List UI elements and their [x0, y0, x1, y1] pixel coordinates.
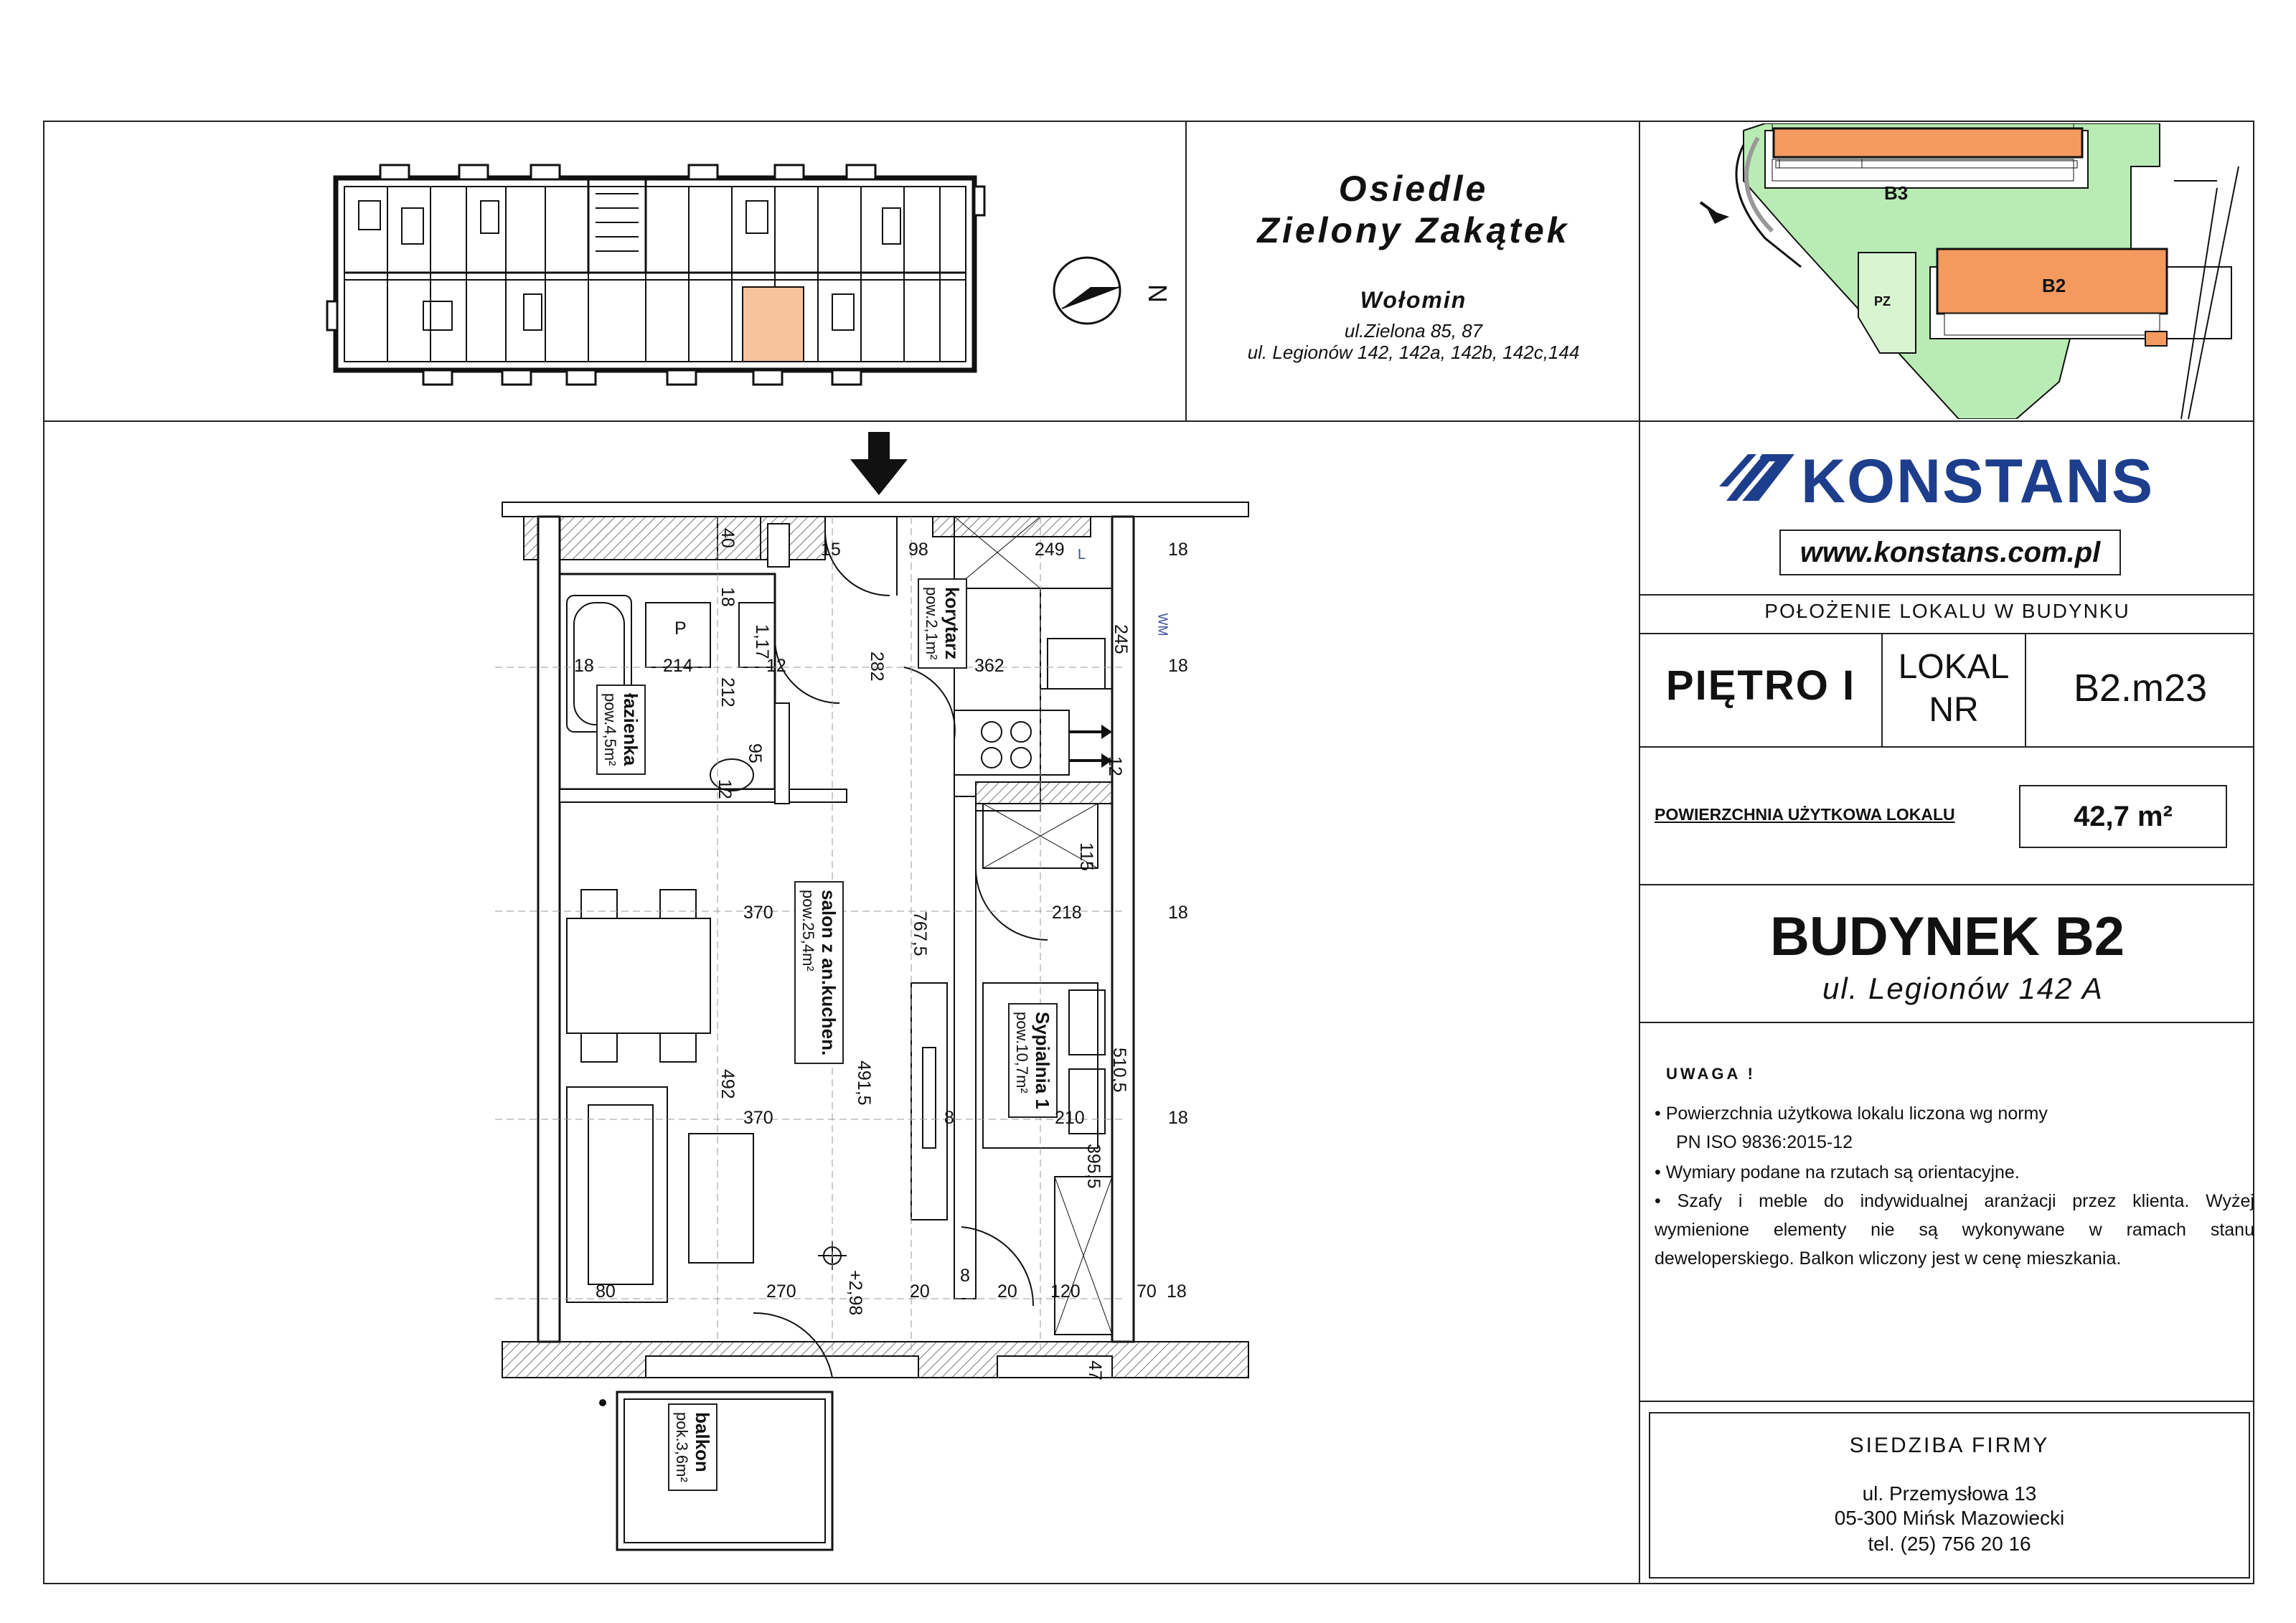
dim-115: 115: [1076, 842, 1096, 871]
usable-area-box: [2019, 785, 2227, 848]
building-name: BUDYNEK B2: [1769, 906, 2125, 967]
compass-north-label: N: [1143, 284, 1172, 303]
dim-18c: 18: [574, 656, 594, 676]
estate-address-1: ul.Zielona 85, 87: [1344, 320, 1483, 342]
unit-label-line2: NR: [1929, 691, 1979, 729]
konstans-logo-icon: [1719, 451, 1798, 508]
room-label-corridor: korytarz pow.2,1m²: [918, 578, 967, 669]
shower-label: P: [674, 618, 687, 639]
dim-20b: 20: [997, 1281, 1017, 1302]
note-bullet-3-line1: • Szafy i meble do indywidualnej aranżacji przez klienta. Wyżej: [1655, 1191, 2254, 1211]
dim-212: 212: [718, 677, 738, 707]
floor-plan: [495, 423, 1284, 1557]
divider-company-top: [1639, 1401, 2254, 1402]
note-bullet-2: • Wymiary podane na rzutach są orientacyjne.: [1655, 1162, 2020, 1182]
dim-70: 70: [1137, 1281, 1157, 1302]
room-label-balcony: balkon pok.3,6m²: [668, 1403, 718, 1491]
estate-title-line2: Zielony Zakątek: [1257, 210, 1570, 250]
header-mid-divider: [1185, 121, 1187, 420]
dim-282: 282: [867, 651, 887, 682]
dim-20a: 20: [910, 1281, 930, 1302]
unit-number: B2.m23: [2073, 667, 2208, 710]
l-label: L: [1078, 547, 1086, 563]
washer-label: WM: [1155, 613, 1170, 636]
brand-website-link[interactable]: www.konstans.com.pl: [1799, 537, 2101, 568]
site-map: [1643, 123, 2253, 419]
dim-270: 270: [766, 1281, 796, 1302]
room-label-bathroom: łazienka pow.4,5m²: [596, 685, 646, 775]
dim-18g: 18: [1167, 1281, 1187, 1302]
dim-18a: 18: [1168, 540, 1188, 560]
dim-249: 249: [1035, 540, 1065, 560]
usable-area-value: 42,7 m²: [2074, 801, 2173, 832]
unit-label-line1: LOKAL: [1898, 648, 2010, 686]
note-bullet-3-line2: wymienione elementy nie są wykonywane w ramach stanu: [1655, 1220, 2254, 1240]
dim-5105: 510,5: [1109, 1048, 1129, 1093]
dim-117: 1,17: [752, 624, 772, 659]
right-column-divider: [1639, 121, 1640, 1584]
dim-3955: 395,5: [1083, 1144, 1104, 1189]
dim-18b: 18: [718, 587, 738, 607]
position-section-title: POŁOŻENIE LOKALU W BUDYNKU: [1764, 600, 2130, 622]
elevation-label: +2,98: [845, 1270, 865, 1316]
note-bullet-3-line3: deweloperskiego. Balkon wliczony jest w cenę mieszkania.: [1655, 1248, 2122, 1269]
dim-18e: 18: [1168, 903, 1188, 923]
notes-heading: UWAGA !: [1666, 1065, 1756, 1083]
dim-120: 120: [1050, 1281, 1081, 1302]
company-street: ul. Przemysłowa 13: [1862, 1482, 2037, 1505]
company-city: 05-300 Mińsk Mazowiecki: [1834, 1507, 2065, 1529]
site-map-label-b3: B3: [1884, 182, 1909, 204]
dim-18f: 18: [1168, 1108, 1188, 1128]
dim-370a: 370: [743, 903, 773, 923]
estate-address-2: ul. Legionów 142, 142a, 142b, 142c,144: [1247, 342, 1580, 363]
estate-title-line1: Osiedle: [1338, 169, 1489, 209]
site-map-label-b2: B2: [2042, 275, 2066, 296]
header-divider: [43, 420, 2254, 422]
dim-47: 47: [1085, 1360, 1105, 1380]
dim-40: 40: [718, 528, 738, 548]
room-label-bedroom: Sypialnia 1 pow.10,7m²: [1008, 1003, 1058, 1118]
estate-city: Wołomin: [1360, 287, 1467, 313]
floor-label: PIĘTRO I: [1665, 662, 1856, 709]
dim-210: 210: [1055, 1108, 1085, 1128]
dim-12a: 12: [766, 656, 786, 676]
brand-website-box[interactable]: [1779, 530, 2121, 575]
dim-4915: 491,5: [854, 1060, 874, 1106]
divider-building-top: [1639, 884, 2254, 885]
divider-area-top: [1639, 746, 2254, 748]
dim-98: 98: [908, 540, 928, 560]
dim-214: 214: [663, 656, 693, 676]
dim-8a: 8: [944, 1108, 954, 1128]
dim-362: 362: [974, 656, 1004, 676]
divider-floor-top: [1639, 633, 2254, 634]
dim-492: 492: [718, 1069, 738, 1099]
company-phone: tel. (25) 756 20 16: [1868, 1533, 2031, 1555]
dim-18d: 18: [1168, 656, 1188, 676]
brand-name: KONSTANS: [1801, 447, 2155, 516]
dim-218: 218: [1052, 903, 1082, 923]
building-street: ul. Legionów 142 A: [1822, 972, 2104, 1005]
note-bullet-1-line1: • Powierzchnia użytkowa lokalu liczona wg normy: [1655, 1104, 2048, 1124]
divider-notes-top: [1639, 1022, 2254, 1023]
dim-370b: 370: [743, 1108, 773, 1128]
compass-icon: [1048, 251, 1141, 330]
divider-position: [1639, 594, 2254, 596]
dim-15: 15: [821, 540, 841, 560]
dim-8b: 8: [960, 1266, 970, 1286]
dim-7675: 767,5: [910, 911, 930, 956]
dim-245: 245: [1111, 624, 1131, 654]
company-heading: SIEDZIBA FIRMY: [1849, 1434, 2050, 1457]
dim-95: 95: [745, 743, 765, 763]
dim-12c: 12: [1105, 756, 1125, 776]
note-bullet-1-line2: PN ISO 9836:2015-12: [1676, 1132, 1853, 1152]
dim-12b: 12: [715, 779, 735, 799]
room-label-living: salon z an.kuchen. pow.25,4m²: [794, 881, 844, 1064]
site-map-label-parking: PZ: [1874, 294, 1891, 309]
usable-area-label: POWIERZCHNIA UŻYTKOWA LOKALU: [1655, 805, 1955, 824]
dim-80: 80: [596, 1281, 616, 1302]
key-plan: [316, 151, 990, 395]
